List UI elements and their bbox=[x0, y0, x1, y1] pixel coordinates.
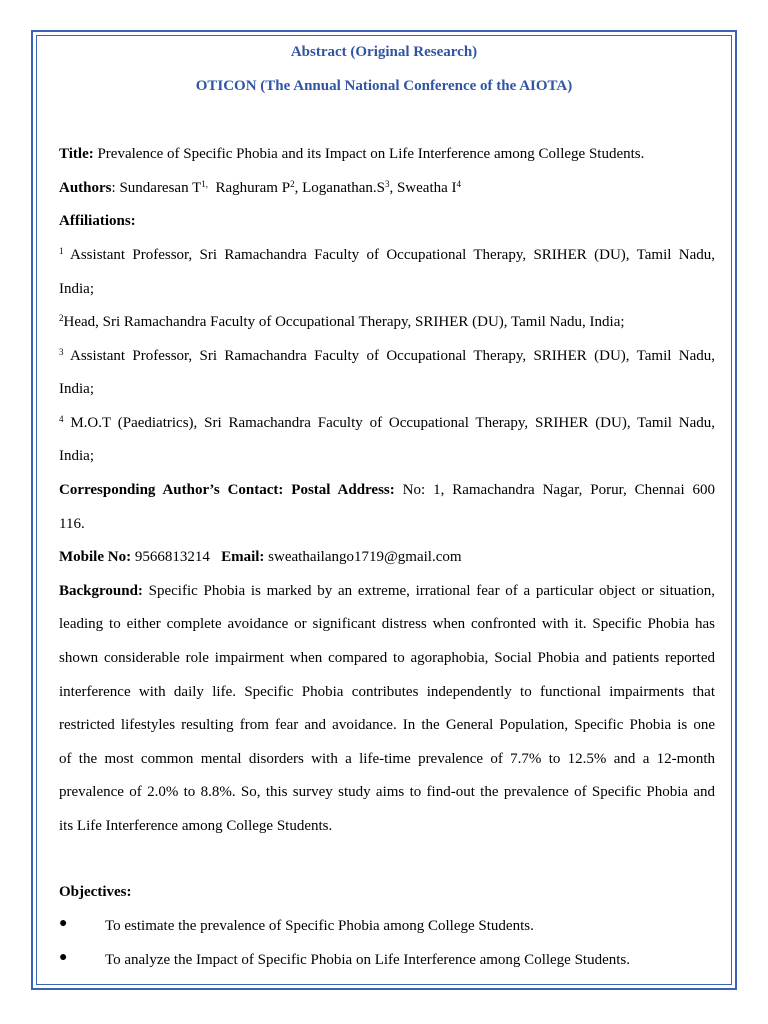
affiliation-text: M.O.T (Paediatrics), Sri Ramachandra Faculty of Occupational Therapy, SRIHER (DU), Tamil Nadu, bbox=[70, 415, 716, 431]
affiliations-heading: Affiliations: bbox=[59, 213, 136, 229]
author-sup: 4 bbox=[456, 179, 462, 189]
affiliation-1-line1 bbox=[59, 245, 715, 265]
background-line: interference with daily life. Specific Phobia contributes independently to functional impairments that bbox=[59, 684, 715, 700]
author-name: Loganathan.S bbox=[302, 180, 385, 196]
background-line: its Life Interference among College Students. bbox=[59, 818, 333, 834]
mobile-number: 9566813214 bbox=[134, 549, 210, 565]
affiliation-sup: 3 bbox=[59, 347, 64, 357]
affiliation-text: Head, Sri Ramachandra Faculty of Occupational Therapy, SRIHER (DU), Tamil Nadu, India; bbox=[63, 314, 625, 330]
background-label: Background: bbox=[59, 583, 143, 599]
email-address[interactable]: sweathailango1719@gmail.com bbox=[268, 549, 462, 565]
affiliation-sup: 2 bbox=[59, 313, 64, 323]
affiliation-sup: 4 bbox=[59, 414, 64, 424]
authors-line: Authors: Sundaresan $T^{1,}$ Raghuram $P^2$, $Loganathan.S^3$, Sweatha $I^4$ bbox=[59, 179, 462, 196]
contact-address-line2: 116. bbox=[59, 516, 85, 532]
background-line: shown considerable role impairment when compared to agoraphobia, Social Phobia and patients reported bbox=[59, 650, 715, 666]
contact-address-line1 bbox=[59, 480, 715, 500]
conference-heading: OTICON (The Annual National Conference of the AIOTA) bbox=[195, 78, 573, 94]
title-line bbox=[59, 144, 715, 164]
background-line: of the most common mental disorders with a life-time prevalence of 7.7% to 12.5% and a 12-month bbox=[59, 751, 715, 767]
objectives-heading: Objectives: bbox=[59, 884, 132, 900]
contact-label: Corresponding Author’s Contact: Postal Address: bbox=[59, 482, 395, 498]
affiliation-1-line2: India; bbox=[59, 281, 94, 297]
contact-phone-email-line bbox=[59, 547, 715, 567]
background-line: prevalence of 2.0% to 8.8%. So, this survey study aims to find-out the prevalence of Specific Phobia and bbox=[59, 784, 715, 800]
affiliation-text: Assistant Professor, Sri Ramachandra Faculty of Occupational Therapy, SRIHER (DU), Tamil Nadu, bbox=[70, 348, 715, 364]
bullet-icon: ● bbox=[59, 916, 68, 931]
background-line: restricted lifestyles resulting from fear and avoidance. In the General Population, Specific Phobia is one bbox=[59, 717, 715, 733]
affiliation-3-line1 bbox=[59, 346, 715, 366]
abstract-type-heading: Abstract (Original Research) bbox=[290, 44, 478, 60]
background-line: leading to either complete avoidance or significant distress when confronted with it. Specific Phobia has bbox=[59, 616, 715, 632]
affiliation-3-line2: India; bbox=[59, 381, 94, 397]
background-line bbox=[59, 581, 715, 601]
background-text: Specific Phobia is marked by an extreme, irrational fear of a particular object or situation, bbox=[148, 583, 716, 599]
author-name: Sundaresan T bbox=[119, 180, 202, 196]
objective-item: To estimate the prevalence of Specific Phobia among College Students. bbox=[105, 918, 534, 934]
bullet-icon: ● bbox=[59, 950, 68, 965]
affiliation-text: Assistant Professor, Sri Ramachandra Faculty of Occupational Therapy, SRIHER (DU), Tamil Nadu, bbox=[70, 247, 715, 263]
mobile-label: Mobile No: bbox=[59, 549, 132, 565]
affiliation-4-line1 bbox=[59, 413, 715, 433]
title-text: Prevalence of Specific Phobia and its Impact on Life Interference among College Students. bbox=[97, 146, 645, 162]
author-sup: 1, bbox=[201, 179, 208, 189]
affiliations-label bbox=[59, 211, 715, 231]
authors-label: Authors bbox=[59, 180, 112, 196]
author-sup: 2 bbox=[290, 179, 295, 189]
affiliation-sup: 1 bbox=[59, 246, 64, 256]
affiliation-4-line2: India; bbox=[59, 448, 94, 464]
author-name: Sweatha I bbox=[396, 180, 457, 196]
title-label: Title: bbox=[59, 146, 94, 162]
postal-address: No: 1, Ramachandra Nagar, Porur, Chennai 600 bbox=[402, 482, 716, 498]
author-name: Raghuram P bbox=[215, 180, 291, 196]
email-label: Email: bbox=[221, 549, 265, 565]
affiliation-2 bbox=[59, 312, 715, 332]
objectives-label bbox=[59, 882, 715, 902]
author-sup: 3 bbox=[384, 179, 390, 189]
objective-item: To analyze the Impact of Specific Phobia on Life Interference among College Students. bbox=[105, 952, 631, 968]
